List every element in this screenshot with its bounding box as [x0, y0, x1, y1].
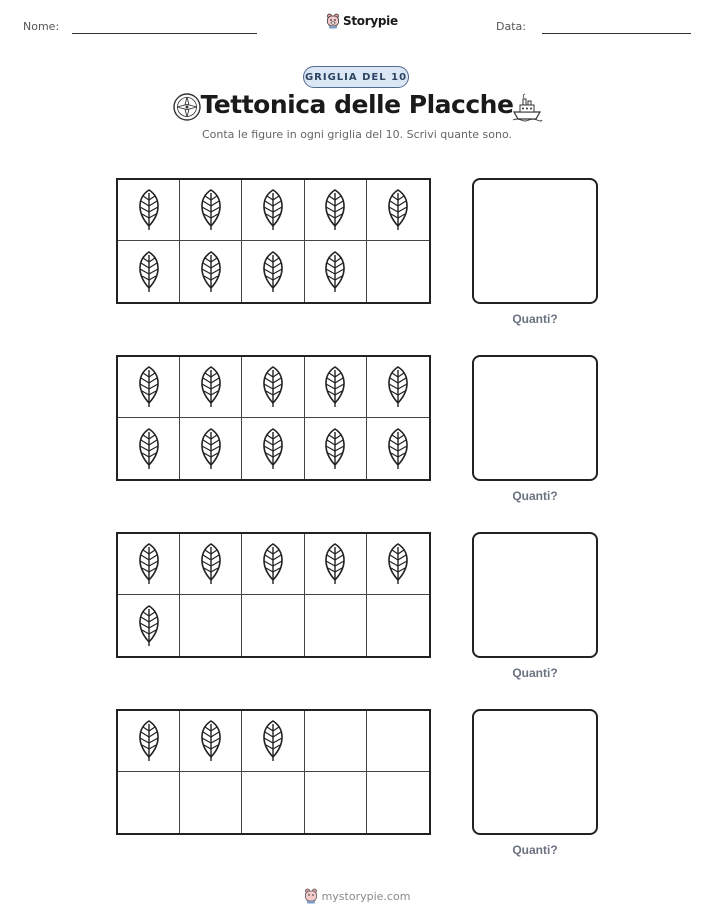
answer-box-2[interactable]	[472, 355, 598, 481]
page-title: Tettonica delle Placche	[200, 90, 514, 119]
frame-cell	[118, 418, 180, 479]
answer-label-2: Quanti?	[512, 489, 558, 503]
frame-cell	[118, 772, 180, 833]
leaf-icon	[321, 365, 349, 409]
frame-cell	[242, 534, 304, 595]
frame-cell	[118, 711, 180, 772]
frame-cell	[305, 772, 367, 833]
frame-cell	[118, 357, 180, 418]
frame-cell	[367, 772, 429, 833]
storypie-logo	[326, 13, 398, 29]
leaf-icon	[259, 719, 287, 763]
frame-cell	[305, 241, 367, 302]
leaf-icon	[259, 250, 287, 294]
leaf-icon	[384, 188, 412, 232]
frame-cell	[180, 534, 242, 595]
frame-cell	[367, 595, 429, 656]
leaf-icon	[259, 542, 287, 586]
answer-box-4[interactable]	[472, 709, 598, 835]
storypie-mascot-icon	[326, 13, 340, 29]
name-label: Nome:	[23, 20, 60, 33]
frame-cell	[367, 534, 429, 595]
leaf-icon	[321, 188, 349, 232]
leaf-icon	[259, 365, 287, 409]
frame-cell	[367, 418, 429, 479]
frame-cell	[180, 772, 242, 833]
ship-icon	[511, 92, 543, 122]
leaf-icon	[259, 188, 287, 232]
frame-cell	[242, 772, 304, 833]
leaf-icon	[384, 365, 412, 409]
frame-cell	[118, 534, 180, 595]
frame-cell	[367, 357, 429, 418]
ten-frame-3	[116, 532, 431, 658]
frame-cell	[305, 711, 367, 772]
answer-box-3[interactable]	[472, 532, 598, 658]
frame-cell	[305, 534, 367, 595]
footer	[0, 888, 714, 904]
answer-label-4: Quanti?	[512, 843, 558, 857]
frame-cell	[180, 711, 242, 772]
frame-cell	[305, 180, 367, 241]
leaf-icon	[135, 719, 163, 763]
answer-label-1: Quanti?	[512, 312, 558, 326]
frame-cell	[367, 241, 429, 302]
frame-cell	[242, 357, 304, 418]
frame-cell	[305, 418, 367, 479]
frame-cell	[180, 357, 242, 418]
date-label: Data:	[496, 20, 526, 33]
leaf-icon	[135, 250, 163, 294]
leaf-icon	[321, 250, 349, 294]
frame-cell	[242, 595, 304, 656]
logo-text: Storypie	[343, 14, 398, 28]
frame-cell	[180, 180, 242, 241]
ten-frame-2	[116, 355, 431, 481]
leaf-icon	[384, 427, 412, 471]
instructions: Conta le figure in ogni griglia del 10. Scrivi quante sono.	[201, 128, 512, 141]
date-line[interactable]	[542, 33, 691, 34]
frame-cell	[118, 241, 180, 302]
leaf-icon	[321, 542, 349, 586]
leaf-icon	[384, 542, 412, 586]
ten-frame-1	[116, 178, 431, 304]
leaf-icon	[135, 542, 163, 586]
name-line[interactable]	[72, 33, 257, 34]
footer-url: mystorypie.com	[321, 889, 411, 903]
frame-cell	[305, 357, 367, 418]
leaf-icon	[135, 365, 163, 409]
frame-cell	[180, 241, 242, 302]
frame-cell	[118, 180, 180, 241]
answer-label-3: Quanti?	[512, 666, 558, 680]
leaf-icon	[197, 719, 225, 763]
frame-cell	[118, 595, 180, 656]
answer-box-1[interactable]	[472, 178, 598, 304]
ten-frame-4	[116, 709, 431, 835]
frame-cell	[180, 418, 242, 479]
frame-cell	[242, 180, 304, 241]
worksheet-type-badge: GRIGLIA DEL 10	[303, 66, 409, 88]
leaf-icon	[135, 604, 163, 648]
frame-cell	[180, 595, 242, 656]
frame-cell	[367, 711, 429, 772]
leaf-icon	[135, 188, 163, 232]
storypie-mascot-icon	[304, 888, 318, 904]
frame-cell	[242, 418, 304, 479]
leaf-icon	[197, 542, 225, 586]
leaf-icon	[135, 427, 163, 471]
leaf-icon	[197, 250, 225, 294]
frame-cell	[242, 711, 304, 772]
leaf-icon	[321, 427, 349, 471]
frame-cell	[242, 241, 304, 302]
frame-cell	[305, 595, 367, 656]
leaf-icon	[197, 427, 225, 471]
leaf-icon	[197, 188, 225, 232]
leaf-icon	[197, 365, 225, 409]
frame-cell	[367, 180, 429, 241]
leaf-icon	[259, 427, 287, 471]
